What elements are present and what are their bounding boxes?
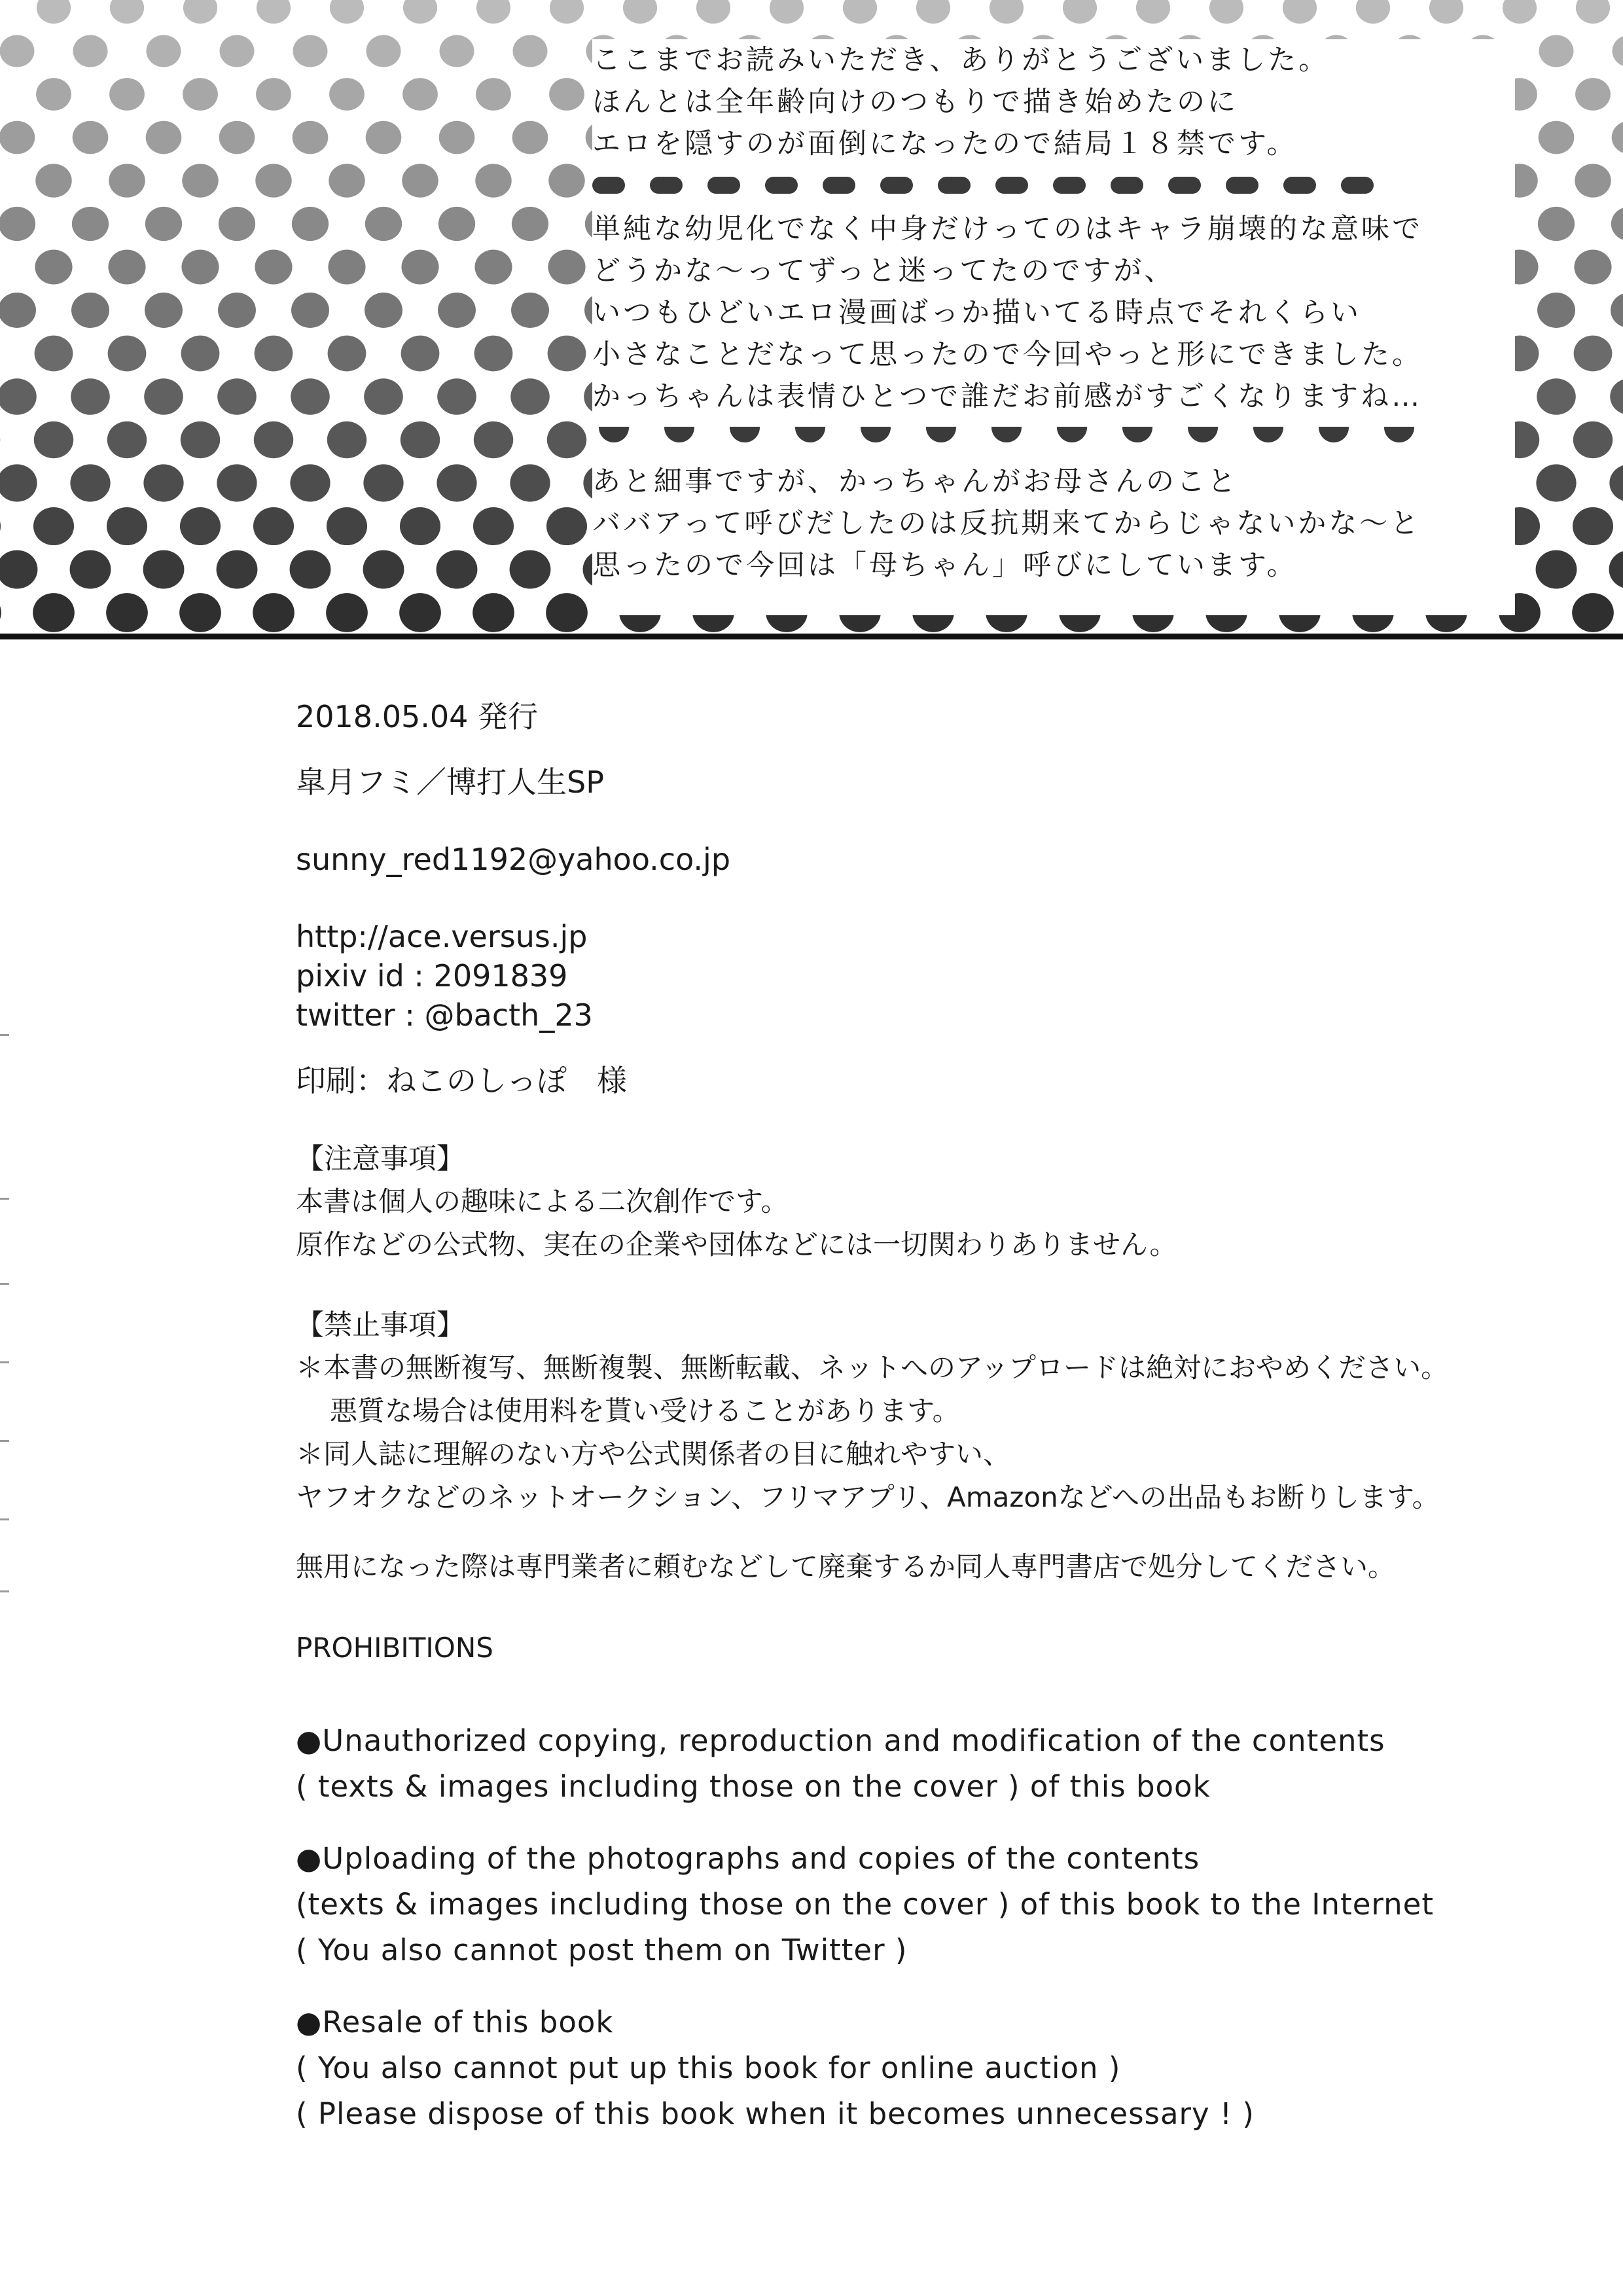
polka-dot: [990, 0, 1024, 24]
colophon: [296, 697, 1539, 2137]
separator-half-dot: [861, 427, 891, 442]
polka-dot: [1574, 336, 1613, 372]
polka-dot: [474, 249, 512, 284]
polka-dot: [547, 422, 586, 458]
polka-dot: [401, 336, 440, 372]
polka-dot: [107, 507, 147, 545]
polka-dot: [476, 78, 511, 111]
separator-dot: [995, 177, 1028, 194]
polka-dot: [365, 293, 402, 328]
polka-dot: [110, 0, 144, 24]
polka-dot: [180, 507, 221, 545]
polka-dot: [0, 507, 1, 545]
polka-dot: [109, 164, 145, 197]
polka-dot: [402, 164, 438, 197]
publish-date: 2018.05.04 発行: [296, 699, 538, 734]
separator-dot: [650, 177, 683, 194]
afterword-line: どうかな～ってずっと迷ってたのですが、: [592, 255, 1175, 287]
polka-dot: [179, 593, 221, 632]
afterword-line: エロを隠すのが面倒になったので結局１８禁です。: [592, 128, 1298, 160]
prohibited-heading: 【禁止事項】: [296, 1309, 465, 1342]
polka-dot: [108, 336, 147, 372]
polka-dot: [1537, 293, 1575, 328]
polka-dot: [290, 550, 331, 589]
separator-dot: [592, 177, 625, 194]
prohibition-item-line: ●Resale of this book: [296, 2005, 614, 2039]
polka-dot: [437, 464, 476, 501]
polka-dot: [0, 207, 35, 241]
polka-dot: [0, 35, 34, 67]
polka-dot: [145, 207, 182, 241]
polka-dot: [1539, 35, 1574, 67]
polka-dot: [35, 336, 73, 372]
polka-dot: [107, 422, 147, 458]
polka-dot: [217, 378, 257, 415]
polka-dot: [1574, 249, 1611, 284]
polka-dot: [181, 336, 220, 372]
polka-dot: [71, 293, 109, 328]
polka-dot: [291, 378, 330, 415]
afterword-line: 単純な幼児化でなく中身だけってのはキャラ崩壊的な意味で: [592, 213, 1423, 245]
afterword-paragraph-3: [592, 461, 1515, 586]
afterword-box: [592, 39, 1515, 615]
separator-half-dot: [664, 427, 694, 442]
margin-tick: [0, 1440, 9, 1442]
polka-dot: [1536, 550, 1577, 589]
prohibition-item-line: ( You also cannot post them on Twitter ): [296, 1933, 908, 1967]
polka-dot: [439, 121, 475, 154]
separator-dot: [765, 177, 798, 194]
separator-half-dot: [1253, 427, 1283, 442]
polka-dot: [1609, 464, 1623, 501]
polka-dot: [1537, 378, 1576, 415]
polka-dot: [473, 507, 514, 545]
polka-dot: [401, 422, 440, 458]
prohibitions-heading: PROHIBITIONS: [296, 1632, 493, 1664]
afterword-line: あと細事ですが、かっちゃんがお母さんのこと: [592, 465, 1238, 498]
separator-half-dot: [599, 427, 629, 442]
polka-dot: [147, 35, 181, 67]
polka-dot: [255, 336, 293, 372]
afterword-line: かっちゃんは表情ひとつで誰だお前感がすごくなりますね…: [592, 380, 1423, 413]
pixiv-id: pixiv id : 2091839: [296, 958, 568, 994]
polka-dot: [217, 550, 258, 589]
polka-dot: [1503, 0, 1537, 24]
polka-dot: [363, 550, 404, 589]
polka-dot: [365, 207, 402, 241]
polka-dot: [70, 464, 110, 501]
polka-dot: [438, 293, 476, 328]
polka-dot: [1536, 464, 1576, 501]
polka-dot: [1136, 0, 1170, 24]
polka-dot: [0, 464, 37, 501]
polka-dot: [401, 249, 438, 284]
polka-dot: [33, 593, 75, 632]
separator-half-dot: [926, 427, 956, 442]
polka-dot: [327, 507, 367, 545]
polka-dot: [0, 293, 36, 328]
polka-dot: [181, 422, 220, 458]
half-dot-separator-row: [592, 418, 1515, 461]
polka-dot: [257, 0, 291, 24]
polka-dot: [1573, 422, 1613, 458]
polka-dot: [71, 378, 110, 415]
polka-dot: [510, 378, 550, 415]
afterword-line: 思ったので今回は「母ちゃん」呼びにしています。: [592, 549, 1298, 582]
polka-dot: [256, 78, 291, 111]
polka-dot: [402, 78, 438, 111]
polka-dot: [474, 422, 513, 458]
polka-dot: [220, 35, 255, 67]
polka-dot: [182, 164, 218, 197]
polka-dot: [143, 464, 183, 501]
polka-dot: [328, 249, 365, 284]
polka-dot: [1575, 78, 1611, 111]
polka-dot: [217, 464, 257, 501]
polka-dot: [1612, 121, 1623, 154]
margin-tick: [0, 1361, 9, 1363]
polka-dot: [255, 249, 292, 284]
polka-dot: [329, 78, 365, 111]
separator-dot: [1111, 177, 1143, 194]
polka-dot: [73, 35, 108, 67]
polka-dot: [475, 164, 511, 197]
prohibited-line: ＊本書の無断複写、無断複製、無断転載、ネットへのアップロードは絶対におやめください。: [296, 1352, 1449, 1384]
polka-dot: [1283, 0, 1317, 24]
polka-dot: [437, 378, 476, 415]
separator-dot: [1053, 177, 1086, 194]
separator-half-dot: [730, 427, 760, 442]
prohibition-item-line: (texts & images including those on the cover ) of this book to the Internet: [296, 1887, 1434, 1922]
polka-dot: [400, 507, 440, 545]
polka-dot: [1575, 164, 1611, 197]
polka-dot: [399, 593, 441, 632]
polka-dot: [437, 550, 478, 589]
polka-dot: [37, 0, 71, 24]
polka-dot: [366, 121, 402, 154]
polka-dot: [363, 464, 403, 501]
polka-dot: [254, 422, 293, 458]
afterword-paragraph-1: [592, 39, 1515, 165]
prohibited-line: ＊同人誌に理解のない方や公式関係者の目に触れやすい、: [296, 1438, 1011, 1470]
polka-dot: [290, 464, 330, 501]
horizontal-rule: [0, 634, 1623, 639]
polka-dot: [916, 0, 950, 24]
margin-tick: [0, 1034, 9, 1036]
polka-dot: [1611, 293, 1623, 328]
polka-dot: [72, 207, 109, 241]
margin-tick: [0, 1518, 9, 1520]
separator-dot: [1226, 177, 1258, 194]
polka-dot: [253, 593, 294, 632]
polka-dot: [510, 464, 550, 501]
afterword-line: いつもひどいエロ漫画ばっか描いてる時点でそれくらい: [592, 296, 1361, 329]
polka-dot: [293, 121, 329, 154]
polka-dot: [35, 164, 71, 197]
polka-dot: [548, 249, 585, 284]
polka-dot: [293, 35, 328, 67]
email-address: sunny_red1192@yahoo.co.jp: [296, 842, 731, 877]
author-circle: 皐月フミ／博打人生SP: [296, 764, 604, 800]
separator-dot: [938, 177, 971, 194]
polka-dot: [546, 593, 588, 632]
afterword-line: ほんとは全年齢向けのつもりで描き始めたのに: [592, 86, 1238, 118]
afterword-paragraph-2: [592, 208, 1515, 418]
polka-dot: [1209, 0, 1243, 24]
prohibition-item-line: ( You also cannot put up this book for online auction ): [296, 2051, 1121, 2085]
website-url: http://ace.versus.jp: [296, 919, 588, 954]
separator-dot: [707, 177, 740, 194]
polka-dot: [474, 336, 513, 372]
polka-dot: [476, 0, 510, 24]
separator-half-dot: [1057, 427, 1087, 442]
prohibited-line: ヤフオクなどのネットオークション、フリマアプリ、Amazonなどへの出品もお断りします。: [296, 1481, 1440, 1513]
polka-dot: [183, 78, 218, 111]
polka-dot: [181, 249, 219, 284]
polka-dot: [510, 550, 551, 589]
polka-dot: [330, 0, 364, 24]
polka-dot: [219, 207, 255, 241]
separator-half-dot: [1384, 427, 1414, 442]
polka-dot: [144, 378, 183, 415]
polka-dot: [550, 0, 584, 24]
separator-dot: [823, 177, 855, 194]
polka-dot: [145, 293, 183, 328]
polka-dot: [0, 121, 35, 154]
polka-dot: [440, 35, 474, 67]
polka-dot: [255, 164, 291, 197]
separator-half-dot: [1122, 427, 1152, 442]
polka-dot: [106, 593, 148, 632]
polka-dot: [218, 293, 256, 328]
polka-dot: [548, 336, 586, 372]
margin-tick: [0, 1283, 9, 1285]
polka-dot: [183, 0, 217, 24]
polka-dot: [143, 550, 185, 589]
separator-dot: [1341, 177, 1374, 194]
separator-dot: [1283, 177, 1316, 194]
polka-dot: [1576, 0, 1610, 24]
polka-dot: [513, 35, 548, 67]
separator-half-dot: [1319, 427, 1349, 442]
polka-dot: [473, 593, 514, 632]
polka-dot: [549, 78, 584, 111]
polka-dot: [328, 336, 366, 372]
afterword-line: ここまでお読みいただき、ありがとうございました。: [592, 44, 1330, 77]
margin-tick: [0, 1198, 9, 1200]
polka-dot: [1356, 0, 1390, 24]
prohibition-item-line: ●Unauthorized copying, reproduction and modification of the contents: [296, 1723, 1385, 1758]
polka-dot: [1539, 121, 1575, 154]
polka-dot: [35, 249, 72, 284]
caution-heading: 【注意事項】: [296, 1143, 465, 1175]
polka-dot: [696, 0, 730, 24]
polka-dot: [1538, 207, 1575, 241]
polka-dot: [219, 121, 255, 154]
polka-dot: [0, 593, 1, 632]
polka-dot: [291, 293, 329, 328]
prohibited-line: 悪質な場合は使用料を貰い受けることがあります。: [330, 1395, 960, 1427]
caution-line: 原作などの公式物、実在の企業や団体などには一切関わりありません。: [296, 1229, 1177, 1261]
polka-dot: [73, 121, 109, 154]
separator-dot: [880, 177, 913, 194]
polka-dot: [512, 121, 548, 154]
polka-dot: [1611, 207, 1623, 241]
polka-dot: [253, 507, 294, 545]
polka-dot: [327, 422, 366, 458]
polka-dot: [511, 293, 549, 328]
prohibition-item-line: ( texts & images including those on the cover ) of this book: [296, 1769, 1211, 1804]
polka-dot: [109, 78, 145, 111]
separator-half-dot: [795, 427, 825, 442]
polka-dot: [292, 207, 329, 241]
polka-dot: [0, 378, 37, 415]
polka-dot: [366, 35, 401, 67]
afterword-line: ババアって呼びだしたのは反抗期来てからじゃないかな～と: [592, 507, 1421, 540]
twitter-handle: twitter : @bacth_23: [296, 997, 593, 1033]
polka-dot: [34, 422, 73, 458]
polka-dot: [1572, 593, 1614, 632]
polka-dot: [1063, 0, 1097, 24]
polka-dot: [1610, 378, 1623, 415]
polka-dot: [1609, 550, 1623, 589]
separator-dot: [1168, 177, 1201, 194]
prohibition-item-line: ●Uploading of the photographs and copies of the contents: [296, 1841, 1200, 1876]
polka-dot: [33, 507, 74, 545]
polka-dot: [0, 550, 37, 589]
afterword-line: 小さなことだなって思ったので今回やっと形にできました。: [592, 338, 1423, 371]
dot-separator-row: [592, 165, 1515, 208]
separator-half-dot: [991, 427, 1022, 442]
polka-dot: [1613, 35, 1623, 67]
disposal-notice: 無用になった際は専門業者に頼むなどして廃棄するか同人専門書店で処分してください。: [296, 1551, 1396, 1583]
polka-dot: [146, 121, 182, 154]
polka-dot: [438, 207, 475, 241]
polka-dot: [36, 78, 71, 111]
polka-dot: [843, 0, 877, 24]
prohibition-item-line: ( Please dispose of this book when it becomes unnecessary ! ): [296, 2096, 1255, 2131]
polka-dot: [364, 378, 403, 415]
polka-dot: [512, 207, 548, 241]
margin-tick: [0, 1590, 9, 1592]
polka-dot: [403, 0, 437, 24]
polka-dot: [70, 550, 111, 589]
separator-half-dot: [1188, 427, 1218, 442]
polka-dot: [623, 0, 657, 24]
polka-dot: [326, 593, 368, 632]
printer-credit: 印刷：ねこのしっぽ 様: [296, 1063, 627, 1098]
caution-line: 本書は個人の趣味による二次創作です。: [296, 1185, 789, 1217]
polka-dot: [548, 164, 584, 197]
polka-dot: [1429, 0, 1463, 24]
polka-dot: [108, 249, 145, 284]
polka-dot: [1573, 507, 1613, 545]
polka-dot: [329, 164, 365, 197]
polka-dot: [770, 0, 804, 24]
polka-dot: [546, 507, 587, 545]
